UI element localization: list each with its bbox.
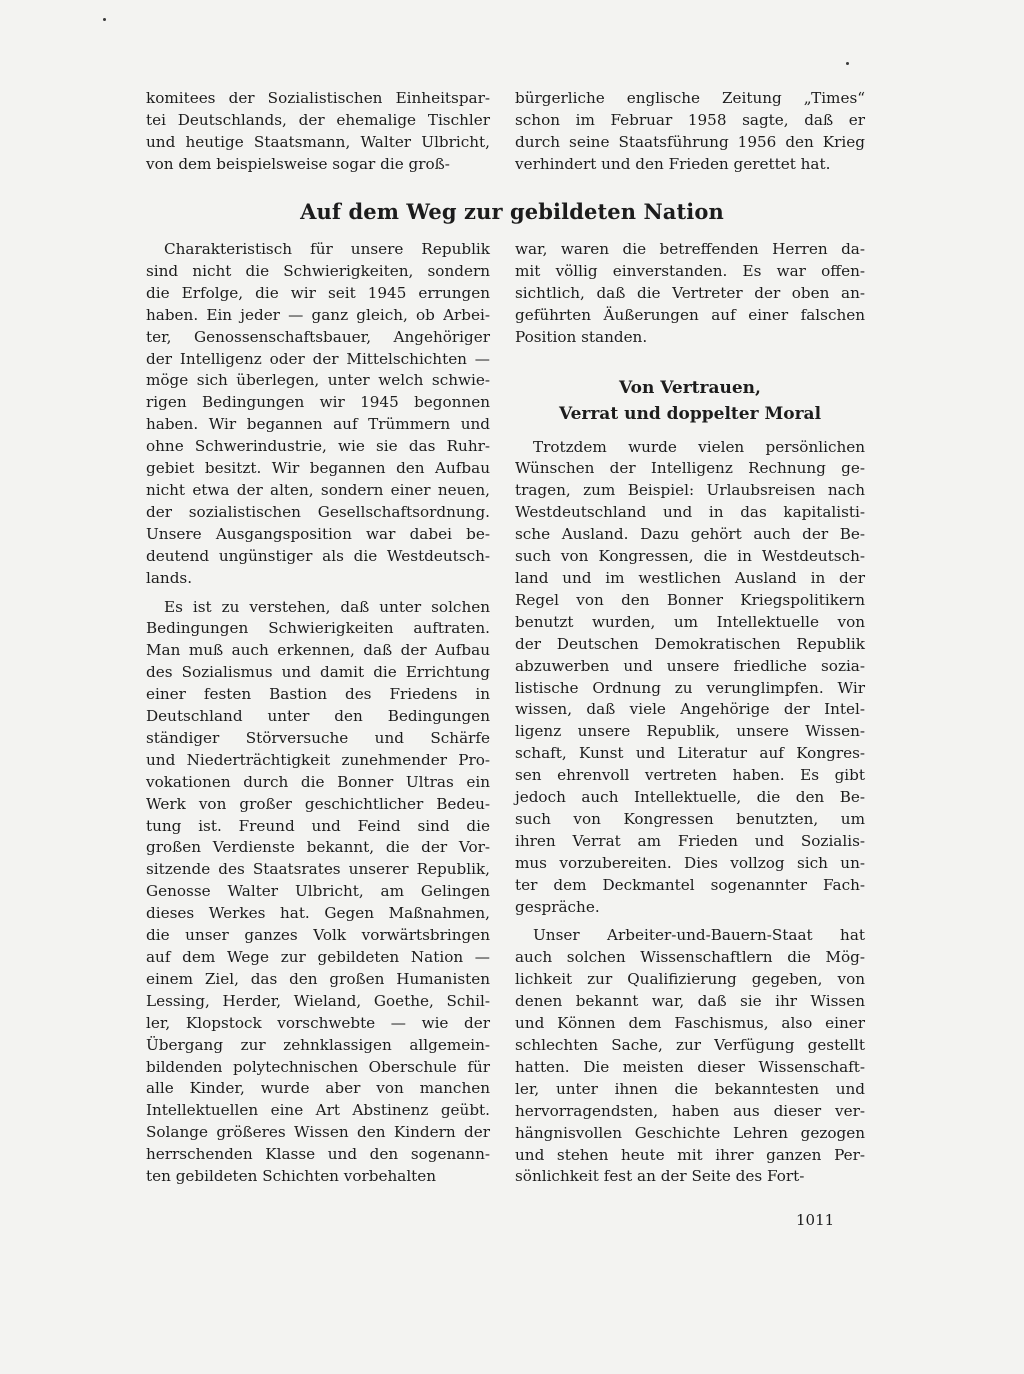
text-line: hatten. Die meisten dieser Wissenschaft- bbox=[515, 1057, 865, 1076]
text-line: Charakteristisch für unsere Republik bbox=[164, 240, 490, 258]
section-heading: Auf dem Weg zur gebildeten Nation bbox=[300, 199, 724, 224]
text-line: lichkeit zur Qualifizierung gegeben, von bbox=[515, 970, 865, 989]
text-line: haben. Wir begannen auf Trümmern und bbox=[146, 415, 490, 434]
text-line: Westdeutschland und in das kapitalisti- bbox=[515, 503, 865, 522]
paragraph bbox=[515, 437, 865, 919]
text-line: Position standen. bbox=[515, 327, 648, 346]
text-line: war, waren die betreffenden Herren da- bbox=[515, 240, 865, 258]
text-line: Regel von den Bonner Kriegspolitikern bbox=[515, 590, 865, 609]
paragraph bbox=[146, 597, 490, 1188]
text-line: mus vorzubereiten. Dies vollzog sich un- bbox=[515, 853, 865, 872]
text-line: und Niederträchtigkeit zunehmender Pro- bbox=[146, 750, 490, 769]
text-line: tung ist. Freund und Feind sind die bbox=[146, 816, 490, 835]
text-line: herrschenden Klasse und den sogenann- bbox=[146, 1145, 490, 1164]
text-line: durch seine Staatsführung 1956 den Krieg bbox=[515, 132, 865, 151]
text-line: des Sozialismus und damit die Errichtung bbox=[146, 663, 490, 682]
text-line: ständiger Störversuche und Schärfe bbox=[146, 728, 490, 747]
text-line: möge sich überlegen, unter welch schwie- bbox=[146, 371, 490, 390]
text-line: ler, Klopstock vorschwebte — wie der bbox=[146, 1013, 490, 1032]
text-line: Es ist zu verstehen, daß unter solchen bbox=[164, 597, 490, 616]
subheading-line-1: Von Vertrauen, bbox=[619, 377, 761, 398]
text-line: Unsere Ausgangsposition war dabei be- bbox=[146, 524, 490, 543]
text-line: auch solchen Wissenschaftlern die Mög- bbox=[515, 948, 865, 967]
top-right-column bbox=[515, 88, 865, 176]
text-line: sind nicht die Schwierigkeiten, sondern bbox=[146, 261, 490, 280]
text-line: sche Ausland. Dazu gehört auch der Be- bbox=[515, 525, 865, 544]
text-line: Unser Arbeiter-und-Bauern-Staat hat bbox=[533, 926, 865, 945]
text-line: und heutige Staatsmann, Walter Ulbricht, bbox=[146, 132, 490, 151]
text-line: land und im westlichen Ausland in der bbox=[515, 568, 865, 587]
text-line: Übergang zur zehnklassigen allgemein- bbox=[146, 1035, 490, 1054]
text-line: sitzende des Staatsrates unserer Republik, bbox=[146, 860, 490, 879]
text-line: such von Kongressen benutzten, um bbox=[515, 809, 865, 828]
text-line: such von Kongressen, die in Westdeutsch- bbox=[515, 547, 865, 566]
text-line: denen bekannt war, daß sie ihr Wissen bbox=[515, 992, 865, 1011]
text-line: nicht etwa der alten, sondern einer neuen, bbox=[146, 480, 490, 499]
text-line: deutend ungünstiger als die Westdeutsch- bbox=[146, 546, 490, 565]
text-line: benutzt wurden, um Intellektuelle von bbox=[515, 612, 865, 631]
text-line: jedoch auch Intellektuelle, die den Be- bbox=[515, 788, 865, 807]
text-line: Genosse Walter Ulbricht, am Gelingen bbox=[146, 882, 490, 901]
page-number: 1011 bbox=[796, 1211, 835, 1229]
text-line: Wünschen der Intelligenz Rechnung ge- bbox=[515, 459, 865, 478]
top-left-column bbox=[146, 88, 490, 176]
text-line: ligenz unsere Republik, unsere Wissen- bbox=[515, 722, 865, 741]
text-line: Man muß auch erkennen, daß der Aufbau bbox=[146, 641, 490, 660]
text-line: wissen, daß viele Angehörige der Intel- bbox=[515, 700, 865, 719]
scan-speck bbox=[846, 62, 849, 65]
text-line: abzuwerben und unsere friedliche sozia- bbox=[515, 656, 865, 675]
text-line: alle Kinder, wurde aber von manchen bbox=[146, 1079, 490, 1098]
text-line: gebiet besitzt. Wir begannen den Aufbau bbox=[146, 459, 490, 478]
text-line: Bedingungen Schwierigkeiten auftraten. bbox=[146, 619, 490, 638]
text-line: bürgerliche englische Zeitung „Times“ bbox=[515, 89, 865, 107]
text-line: hervorragendsten, haben aus dieser ver- bbox=[515, 1101, 865, 1120]
right-intro-paragraph bbox=[515, 239, 865, 349]
text-line: tei Deutschlands, der ehemalige Tischler bbox=[146, 110, 490, 129]
text-line: ohne Schwerindustrie, wie sie das Ruhr- bbox=[146, 437, 490, 456]
text-line: rigen Bedingungen wir 1945 begonnen bbox=[146, 393, 490, 412]
text-line: der sozialistischen Gesellschaftsordnung. bbox=[146, 502, 490, 521]
text-line: großen Verdienste bekannt, die der Vor- bbox=[146, 838, 490, 857]
text-line: schaft, Kunst und Literatur auf Kongres- bbox=[515, 744, 865, 763]
text-line: einem Ziel, das den großen Humanisten bbox=[146, 969, 490, 988]
text-line: ter, Genossenschaftsbauer, Angehöriger bbox=[146, 327, 490, 346]
left-column bbox=[146, 239, 490, 1188]
text-line: Intellektuellen eine Art Abstinenz geübt. bbox=[146, 1101, 490, 1120]
text-line: die Erfolge, die wir seit 1945 errungen bbox=[146, 283, 490, 302]
text-line: Solange größeres Wissen den Kindern der bbox=[146, 1123, 490, 1142]
text-line: Trotzdem wurde vielen persönlichen bbox=[533, 437, 865, 456]
text-line: vokationen durch die Bonner Ultras ein bbox=[146, 772, 490, 791]
subheading bbox=[515, 375, 865, 427]
text-line: schon im Februar 1958 sagte, daß er bbox=[515, 110, 865, 129]
paragraph bbox=[515, 925, 865, 1188]
text-line: lands. bbox=[146, 568, 193, 587]
subheading-line-2: Verrat und doppelter Moral bbox=[558, 403, 822, 424]
text-line: sönlichkeit fest an der Seite des Fort- bbox=[515, 1167, 805, 1186]
text-line: haben. Ein jeder — ganz gleich, ob Arbei- bbox=[146, 305, 490, 324]
text-line: Lessing, Herder, Wieland, Goethe, Schil- bbox=[146, 991, 490, 1010]
text-line: einer festen Bastion des Friedens in bbox=[146, 685, 490, 704]
scan-speck bbox=[103, 18, 106, 21]
text-line: der Deutschen Demokratischen Republik bbox=[515, 634, 865, 653]
text-line: ter dem Deckmantel sogenannter Fach- bbox=[515, 875, 865, 894]
paragraph bbox=[146, 239, 490, 590]
text-line: tragen, zum Beispiel: Urlaubsreisen nach bbox=[515, 481, 865, 500]
text-line: mit völlig einverstanden. Es war offen- bbox=[515, 261, 865, 280]
text-line: und stehen heute mit ihrer ganzen Per- bbox=[515, 1145, 865, 1164]
text-line: Deutschland unter den Bedingungen bbox=[146, 707, 490, 726]
text-line: dieses Werkes hat. Gegen Maßnahmen, bbox=[146, 904, 490, 923]
text-line: ten gebildeten Schichten vorbehalten bbox=[146, 1167, 437, 1186]
text-line: schlechten Sache, zur Verfügung gestellt bbox=[515, 1036, 865, 1054]
text-line: die unser ganzes Volk vorwärtsbringen bbox=[146, 926, 490, 945]
text-line: ler, unter ihnen die bekanntesten und bbox=[515, 1079, 865, 1098]
text-line: sen ehrenvoll vertreten haben. Es gibt bbox=[515, 766, 865, 785]
text-line: geführten Äußerungen auf einer falschen bbox=[515, 305, 865, 324]
text-line: komitees der Sozialistischen Einheitspar- bbox=[146, 89, 490, 107]
text-line: bildenden polytechnischen Oberschule für bbox=[146, 1057, 490, 1076]
text-line: auf dem Wege zur gebildeten Nation — bbox=[146, 948, 490, 966]
text-line: listische Ordnung zu verunglimpfen. Wir bbox=[515, 678, 865, 697]
right-body bbox=[515, 437, 865, 1189]
text-line: sichtlich, daß die Vertreter der oben an- bbox=[515, 283, 865, 302]
text-line: und Können dem Faschismus, also einer bbox=[515, 1014, 865, 1033]
right-column bbox=[515, 239, 865, 1188]
text-line: gespräche. bbox=[515, 897, 600, 916]
text-line: von dem beispielsweise sogar die groß- bbox=[146, 154, 450, 173]
text-line: Werk von großer geschichtlicher Bedeu- bbox=[146, 794, 490, 813]
text-line: hängnisvollen Geschichte Lehren gezogen bbox=[515, 1123, 865, 1142]
text-line: ihren Verrat am Frieden und Sozialis- bbox=[515, 831, 865, 850]
text-line: verhindert und den Frieden gerettet hat. bbox=[515, 154, 831, 173]
text-line: der Intelligenz oder der Mittelschichten — bbox=[146, 349, 490, 368]
